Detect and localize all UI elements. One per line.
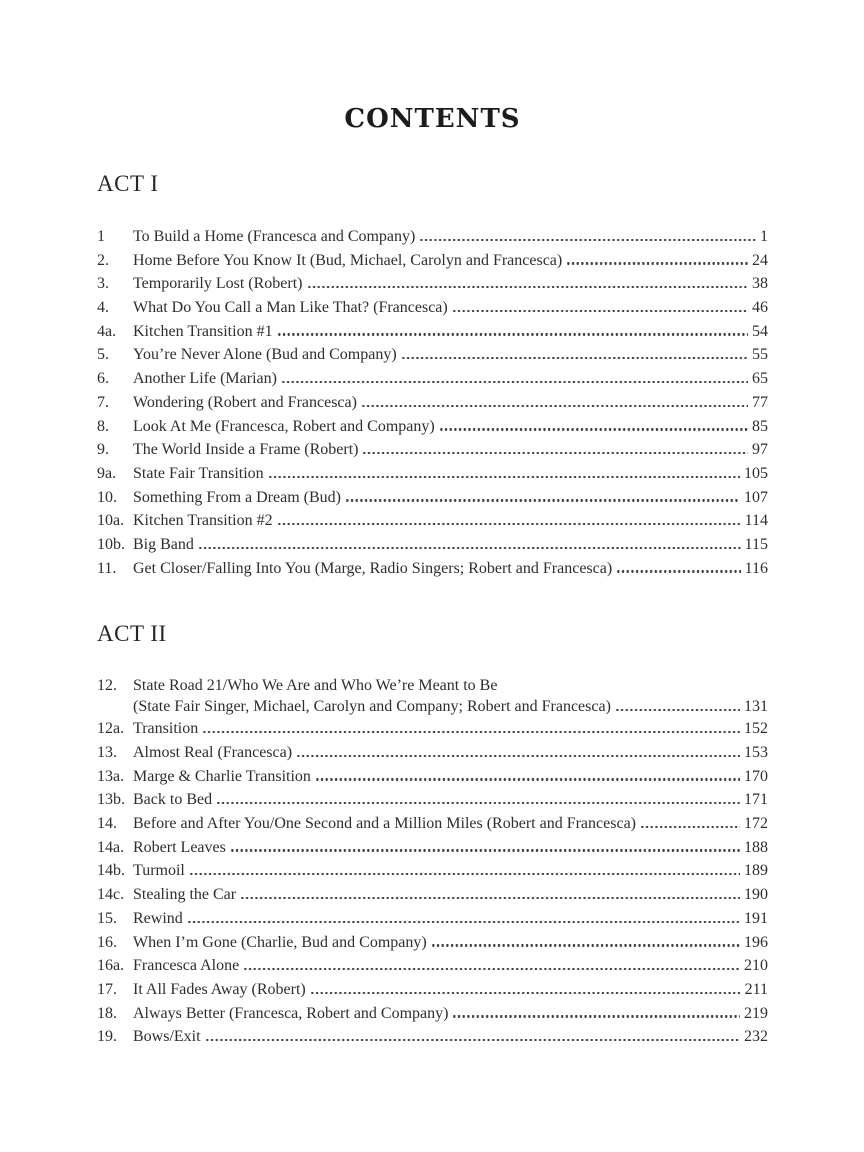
entry-number: 4. xyxy=(97,299,109,317)
dot-leader xyxy=(362,452,748,454)
dot-leader xyxy=(616,570,740,572)
entry-number: 10a. xyxy=(97,512,125,530)
entry-number: 19. xyxy=(97,1028,117,1046)
entry-title: To Build a Home (Francesca and Company) xyxy=(133,228,416,245)
toc-entry xyxy=(97,741,768,765)
toc-entry xyxy=(97,320,768,344)
entry-title: Rewind xyxy=(133,909,183,927)
act-heading: ACT I xyxy=(97,171,159,196)
toc-entry xyxy=(97,533,768,557)
entry-page-number: 114 xyxy=(744,512,768,530)
entry-page-number: 196 xyxy=(744,933,768,951)
entry-page-number: 170 xyxy=(744,767,768,785)
entry-number: 2. xyxy=(97,251,109,269)
entry-page-number: 107 xyxy=(744,488,768,506)
entry-page-number: 189 xyxy=(744,862,768,880)
act-items xyxy=(97,675,768,1049)
entry-number: 9. xyxy=(97,441,109,459)
entry-title: Kitchen Transition #2 xyxy=(133,512,273,530)
entry-number: 13. xyxy=(97,744,117,761)
entry-title: Big Band xyxy=(133,535,194,553)
entry-page-number: 219 xyxy=(744,1004,768,1022)
entry-page-number: 210 xyxy=(744,957,768,975)
toc-entry xyxy=(97,272,768,296)
dot-leader xyxy=(187,921,740,923)
dot-leader xyxy=(401,357,748,359)
dot-leader xyxy=(198,547,741,549)
entry-number: 3. xyxy=(97,275,109,293)
entry-number: 4a. xyxy=(97,322,117,340)
dot-leader xyxy=(361,405,748,407)
entry-number: 13a. xyxy=(97,767,125,785)
entry-number: 5. xyxy=(97,346,109,364)
dot-leader xyxy=(307,286,749,288)
entry-number: 7. xyxy=(97,393,109,411)
dot-leader xyxy=(452,1015,740,1017)
entry-page-number: 153 xyxy=(744,744,768,761)
dot-leader xyxy=(439,428,748,430)
entry-page-number: 46 xyxy=(752,299,768,317)
toc-entry xyxy=(97,462,768,486)
entry-page-number: 65 xyxy=(752,370,768,388)
entry-title: Francesca Alone xyxy=(133,957,240,975)
dot-leader xyxy=(419,239,756,241)
entry-number: 14b. xyxy=(97,862,125,880)
dot-leader xyxy=(205,1039,740,1041)
toc-entry xyxy=(97,343,768,367)
dot-leader xyxy=(277,523,741,525)
entry-title: Always Better (Francesca, Robert and Company) xyxy=(133,1004,449,1022)
entry-title: Turmoil xyxy=(133,862,185,880)
toc-entry xyxy=(97,765,768,789)
entry-title: The World Inside a Frame (Robert) xyxy=(133,441,359,459)
toc-entry xyxy=(97,954,768,978)
entry-title: Another Life (Marian) xyxy=(133,370,277,388)
dot-leader xyxy=(277,333,748,335)
dot-leader xyxy=(243,968,740,970)
entry-line-1 xyxy=(97,675,768,696)
dot-leader xyxy=(640,826,740,828)
entry-number: 12. xyxy=(97,677,117,695)
dot-leader xyxy=(345,499,740,501)
entry-number: 1 xyxy=(97,228,105,245)
entry-page-number: 191 xyxy=(744,909,768,927)
toc-entry xyxy=(97,486,768,510)
entry-page-number: 24 xyxy=(752,251,768,269)
entry-number: 12a. xyxy=(97,720,125,738)
entry-number: 16. xyxy=(97,933,117,951)
entry-number: 18. xyxy=(97,1004,117,1022)
dot-leader xyxy=(189,873,740,875)
entry-title: Wondering (Robert and Francesca) xyxy=(133,393,357,411)
dot-leader xyxy=(431,944,740,946)
act-section xyxy=(97,620,768,1049)
entry-number: 13b. xyxy=(97,791,125,809)
entry-title: What Do You Call a Man Like That? (Francesca) xyxy=(133,299,448,317)
entry-page-number: 116 xyxy=(744,559,768,577)
toc-entry xyxy=(97,249,768,273)
toc-entry xyxy=(97,557,768,581)
dot-leader xyxy=(216,802,740,804)
toc-entry xyxy=(97,978,768,1002)
entry-title: Something From a Dream (Bud) xyxy=(133,488,341,506)
entry-number: 14c. xyxy=(97,886,125,904)
entry-number: 6. xyxy=(97,370,109,388)
entry-number: 14. xyxy=(97,815,117,833)
entry-page-number: 1 xyxy=(760,228,768,245)
entry-page-number: 105 xyxy=(744,464,768,482)
toc-entry xyxy=(97,438,768,462)
entry-number: 17. xyxy=(97,980,117,998)
toc-entry xyxy=(97,296,768,320)
toc-entry xyxy=(97,1002,768,1026)
entry-page-number: 171 xyxy=(744,791,768,809)
entry-number: 10b. xyxy=(97,535,125,553)
entry-title: You’re Never Alone (Bud and Company) xyxy=(133,346,397,364)
acts-container xyxy=(97,170,768,1049)
entry-page-number: 38 xyxy=(752,275,768,293)
dot-leader xyxy=(202,731,740,733)
act-section xyxy=(97,170,768,580)
entry-title: Stealing the Car xyxy=(133,886,237,904)
page-title: CONTENTS xyxy=(344,104,521,134)
entry-title-line2: (State Fair Singer, Michael, Carolyn and Company; Robert and Francesca) xyxy=(133,698,611,716)
entry-page-number: 54 xyxy=(752,322,768,340)
dot-leader xyxy=(315,778,740,780)
entry-page-number: 131 xyxy=(744,698,768,716)
entry-title: Marge & Charlie Transition xyxy=(133,767,311,785)
entry-title: When I’m Gone (Charlie, Bud and Company) xyxy=(133,933,427,951)
act-items xyxy=(97,225,768,580)
act-heading: ACT II xyxy=(97,621,167,647)
entry-title: Robert Leaves xyxy=(133,838,226,856)
toc-entry xyxy=(97,907,768,931)
toc-entry-two-line xyxy=(97,675,768,717)
entry-page-number: 211 xyxy=(744,980,768,998)
toc-entry xyxy=(97,788,768,812)
entry-page-number: 190 xyxy=(744,886,768,904)
entry-page-number: 85 xyxy=(752,417,768,435)
entry-page-number: 97 xyxy=(752,441,768,459)
toc-entry xyxy=(97,391,768,415)
dot-leader xyxy=(230,849,740,851)
toc-entry xyxy=(97,415,768,439)
toc-entry xyxy=(97,836,768,860)
entry-title: Home Before You Know It (Bud, Michael, Carolyn and Francesca) xyxy=(133,251,563,269)
toc-entry xyxy=(97,367,768,391)
entry-number: 8. xyxy=(97,417,109,435)
entry-number: 11. xyxy=(97,559,117,577)
entry-title: State Road 21/Who We Are and Who We’re Meant to Be xyxy=(133,677,498,695)
dot-leader xyxy=(310,992,741,994)
toc-entry xyxy=(97,931,768,955)
entry-title: State Fair Transition xyxy=(133,464,264,482)
entry-title: Bows/Exit xyxy=(133,1028,201,1046)
entry-page-number: 188 xyxy=(744,838,768,856)
entry-title: Get Closer/Falling Into You (Marge, Radio Singers; Robert and Francesca) xyxy=(133,559,613,577)
entry-title: Look At Me (Francesca, Robert and Company) xyxy=(133,417,435,435)
toc-entry xyxy=(97,812,768,836)
entry-title: Kitchen Transition #1 xyxy=(133,322,273,340)
entry-title: Temporarily Lost (Robert) xyxy=(133,275,303,293)
entry-line-2 xyxy=(97,696,768,717)
dot-leader xyxy=(281,381,748,383)
dot-leader xyxy=(268,476,740,478)
dot-leader xyxy=(296,755,740,757)
toc-entry xyxy=(97,1025,768,1049)
entry-page-number: 115 xyxy=(744,535,768,553)
toc-entry xyxy=(97,509,768,533)
entry-number: 15. xyxy=(97,909,117,927)
entry-page-number: 152 xyxy=(744,720,768,738)
entry-title: Back to Bed xyxy=(133,791,213,809)
entry-page-number: 77 xyxy=(752,393,768,411)
dot-leader xyxy=(452,310,748,312)
toc-entry xyxy=(97,859,768,883)
entry-number: 16a. xyxy=(97,957,125,975)
entry-title: Before and After You/One Second and a Million Miles (Robert and Francesca) xyxy=(133,815,636,833)
toc-entry xyxy=(97,717,768,741)
entry-title: Transition xyxy=(133,720,199,738)
entry-page-number: 55 xyxy=(752,346,768,364)
entry-page-number: 172 xyxy=(744,815,768,833)
entry-number: 10. xyxy=(97,488,117,506)
entry-title: Almost Real (Francesca) xyxy=(133,744,293,761)
dot-leader xyxy=(615,709,740,711)
entry-page-number: 232 xyxy=(744,1028,768,1046)
dot-leader xyxy=(240,897,740,899)
entry-title: It All Fades Away (Robert) xyxy=(133,980,306,998)
toc-entry xyxy=(97,883,768,907)
entry-number: 9a. xyxy=(97,464,117,482)
dot-leader xyxy=(566,262,748,264)
entry-number: 14a. xyxy=(97,838,125,856)
toc-entry xyxy=(97,225,768,249)
